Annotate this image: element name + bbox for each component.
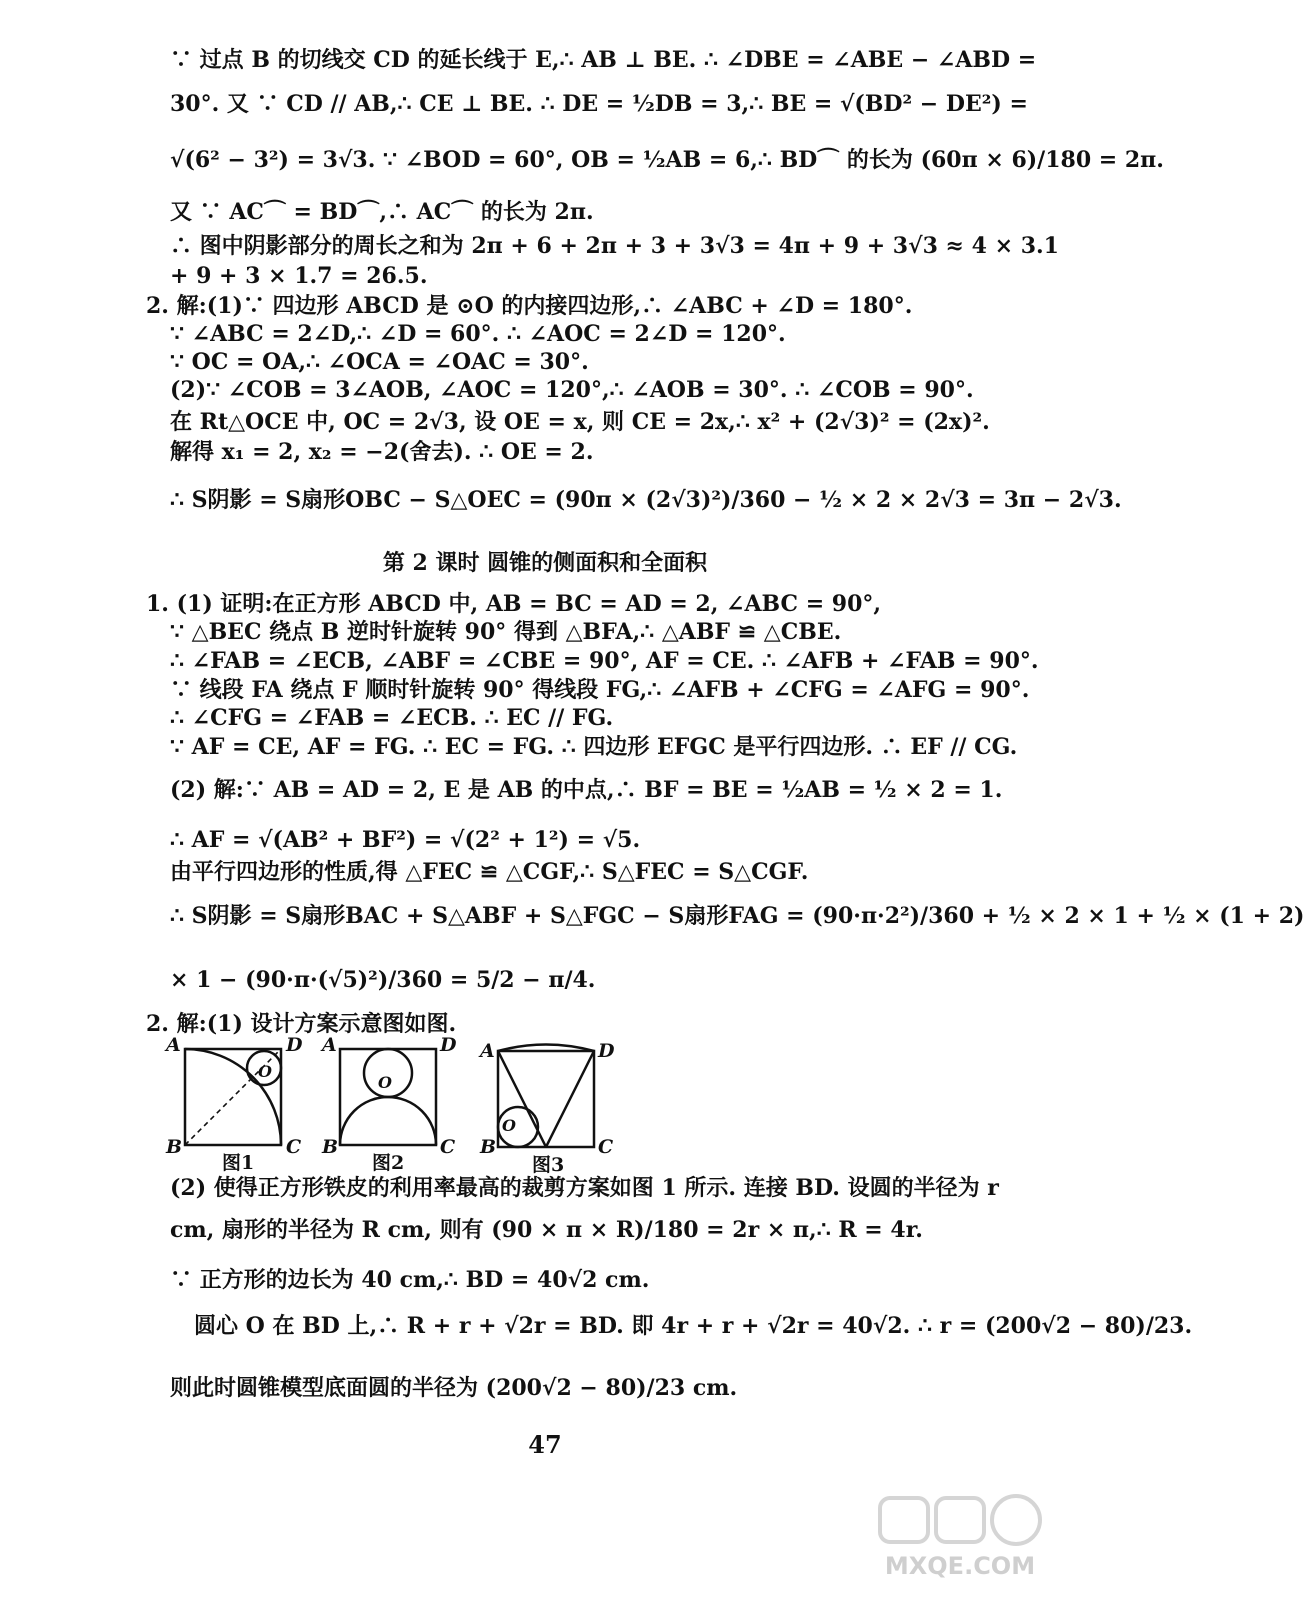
vertex-label-b: B bbox=[166, 1136, 183, 1158]
text-line: 1. (1) 证明:在正方形 ABCD 中, AB = BC = AD = 2, ∠ABC = 90°, bbox=[146, 591, 882, 617]
text-line: ∴ 图中阴影部分的周长之和为 2π + 6 + 2π + 3 + 3√3 = 4π + 9 + 3√3 ≈ 4 × 3.1 bbox=[170, 233, 1059, 259]
center-label-o: O bbox=[258, 1062, 272, 1081]
text-line: × 1 − (90·π·(√5)²)/360 = 5/2 − π/4. bbox=[170, 967, 596, 993]
text-line: ∵ 过点 B 的切线交 CD 的延长线于 E,∴ AB ⊥ BE. ∴ ∠DBE = ∠ABE − ∠ABD = bbox=[170, 47, 1037, 73]
text-line: ∴ AF = √(AB² + BF²) = √(2² + 1²) = √5. bbox=[170, 827, 641, 853]
page-number: 47 bbox=[528, 1430, 562, 1459]
text-line: + 9 + 3 × 1.7 = 26.5. bbox=[170, 263, 428, 289]
figure-caption: 图3 bbox=[532, 1154, 565, 1176]
text-line: 又 ∵ AC⌒ = BD⌒,∴ AC⌒ 的长为 2π. bbox=[170, 199, 594, 225]
center-label-o: O bbox=[378, 1073, 392, 1092]
vertex-label-a: A bbox=[480, 1040, 495, 1062]
vertex-label-a: A bbox=[166, 1034, 181, 1056]
text-line: 30°. 又 ∵ CD // AB,∴ CE ⊥ BE. ∴ DE = ½DB = 3,∴ BE = √(BD² − DE²) = bbox=[170, 91, 1028, 117]
figure-caption: 图2 bbox=[372, 1152, 405, 1174]
vertex-label-d: D bbox=[440, 1034, 457, 1056]
vertex-label-c: C bbox=[598, 1136, 614, 1158]
text-line: ∴ ∠CFG = ∠FAB = ∠ECB. ∴ EC // FG. bbox=[170, 705, 614, 731]
text-line: (2)∵ ∠COB = 3∠AOB, ∠AOC = 120°,∴ ∠AOB = 30°. ∴ ∠COB = 90°. bbox=[170, 377, 974, 403]
figure-2 bbox=[340, 1049, 436, 1145]
text-line: cm, 扇形的半径为 R cm, 则有 (90 × π × R)/180 = 2r × π,∴ R = 4r. bbox=[170, 1217, 923, 1243]
section-title: 第 2 课时 圆锥的侧面积和全面积 bbox=[382, 550, 708, 576]
vertex-label-c: C bbox=[286, 1136, 302, 1158]
text-line: ∴ ∠FAB = ∠ECB, ∠ABF = ∠CBE = 90°, AF = CE. ∴ ∠AFB + ∠FAB = 90°. bbox=[170, 648, 1039, 674]
text-line: ∴ S阴影 = S扇形OBC − S△OEC = (90π × (2√3)²)/360 − ½ × 2 × 2√3 = 3π − 2√3. bbox=[170, 487, 1122, 513]
watermark-text: MXQE.COM bbox=[884, 1552, 1036, 1580]
figure-caption: 图1 bbox=[222, 1152, 255, 1174]
vertex-label-b: B bbox=[322, 1136, 339, 1158]
text-line: ∵ AF = CE, AF = FG. ∴ EC = FG. ∴ 四边形 EFGC 是平行四边形. ∴ EF // CG. bbox=[170, 734, 1018, 760]
text-line: 由平行四边形的性质,得 △FEC ≌ △CGF,∴ S△FEC = S△CGF. bbox=[170, 859, 809, 885]
text-line: ∴ S阴影 = S扇形BAC + S△ABF + S△FGC − S扇形FAG = (90·π·2²)/360 + ½ × 2 × 1 + ½ × (1 + 2) bbox=[170, 903, 1304, 929]
text-line: ∵ 线段 FA 绕点 F 顺时针旋转 90° 得线段 FG,∴ ∠AFB + ∠CFG = ∠AFG = 90°. bbox=[170, 677, 1030, 703]
text-line: 解得 x₁ = 2, x₂ = −2(舍去). ∴ OE = 2. bbox=[170, 439, 594, 465]
text-line: (2) 解:∵ AB = AD = 2, E 是 AB 的中点,∴ BF = BE = ½AB = ½ × 2 = 1. bbox=[170, 777, 1003, 803]
watermark-icon bbox=[870, 1490, 1050, 1550]
vertex-label-d: D bbox=[286, 1034, 303, 1056]
text-line: ∵ 正方形的边长为 40 cm,∴ BD = 40√2 cm. bbox=[170, 1267, 650, 1293]
center-label-o: O bbox=[502, 1116, 516, 1135]
text-line: 2. 解:(1) 设计方案示意图如图. bbox=[146, 1011, 457, 1037]
vertex-label-b: B bbox=[480, 1136, 497, 1158]
text-line: ∵ ∠ABC = 2∠D,∴ ∠D = 60°. ∴ ∠AOC = 2∠D = 120°. bbox=[170, 321, 786, 347]
text-line: 则此时圆锥模型底面圆的半径为 (200√2 − 80)/23 cm. bbox=[170, 1375, 738, 1401]
text-line: (2) 使得正方形铁皮的利用率最高的裁剪方案如图 1 所示. 连接 BD. 设圆的半径为 r bbox=[170, 1175, 999, 1201]
vertex-label-c: C bbox=[440, 1136, 456, 1158]
vertex-label-a: A bbox=[322, 1034, 337, 1056]
watermark-logo bbox=[870, 1490, 1050, 1580]
text-line: ∵ OC = OA,∴ ∠OCA = ∠OAC = 30°. bbox=[170, 349, 589, 375]
vertex-label-d: D bbox=[598, 1040, 615, 1062]
text-line: √(6² − 3²) = 3√3. ∵ ∠BOD = 60°, OB = ½AB = 6,∴ BD⌒ 的长为 (60π × 6)/180 = 2π. bbox=[170, 147, 1164, 173]
text-line: 圆心 O 在 BD 上,∴ R + r + √2r = BD. 即 4r + r + √2r = 40√2. ∴ r = (200√2 − 80)/23. bbox=[194, 1313, 1193, 1339]
text-line: 2. 解:(1)∵ 四边形 ABCD 是 ⊙O 的内接四边形,∴ ∠ABC + ∠D = 180°. bbox=[146, 293, 913, 319]
text-line: ∵ △BEC 绕点 B 逆时针旋转 90° 得到 △BFA,∴ △ABF ≌ △CBE. bbox=[170, 619, 842, 645]
text-line: 在 Rt△OCE 中, OC = 2√3, 设 OE = x, 则 CE = 2x,∴ x² + (2√3)² = (2x)². bbox=[170, 409, 990, 435]
